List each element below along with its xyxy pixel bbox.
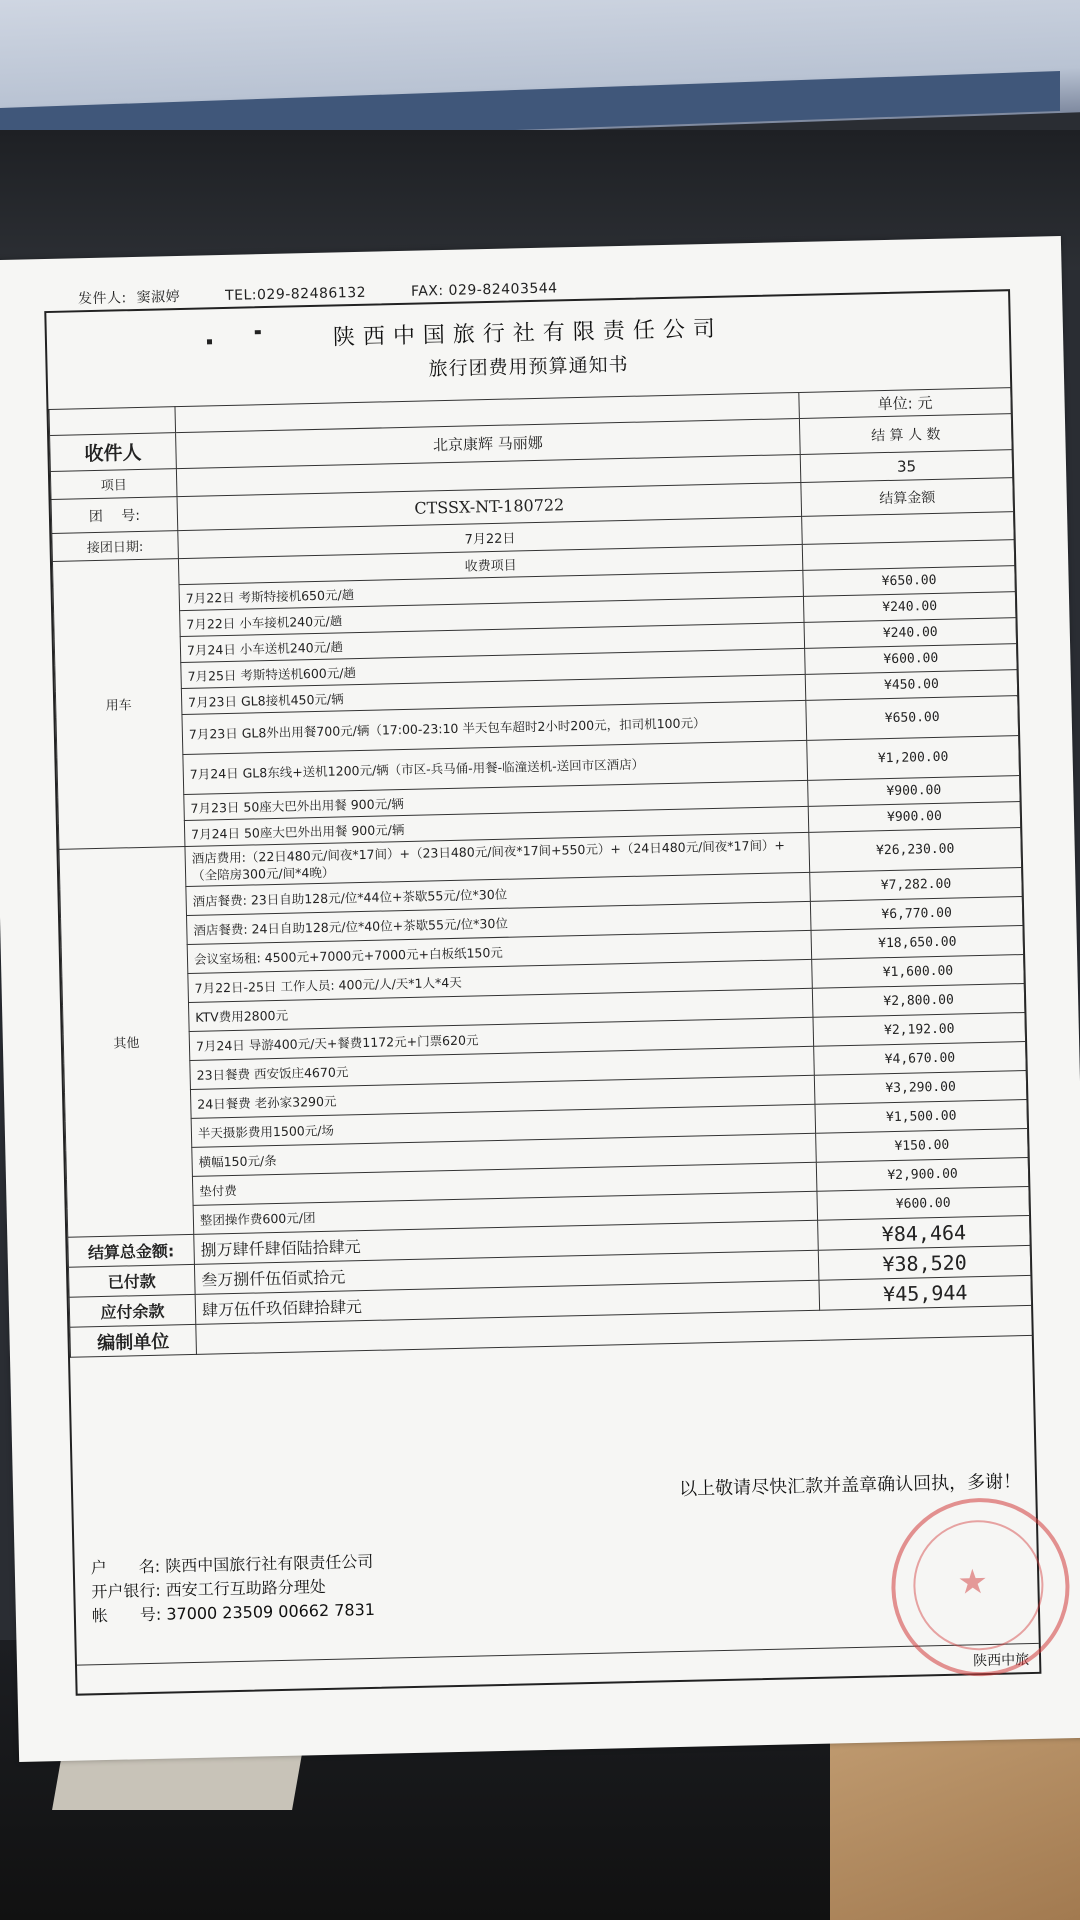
fee-item-desc: 7月22日 考斯特接机650元/趟 (179, 570, 803, 610)
budget-notice-paper (0, 236, 1080, 1762)
sender-tel: TEL:029-82486132 (224, 284, 367, 304)
seal-star-icon: ★ (956, 1561, 989, 1603)
fee-item-amount: ¥900.00 (808, 776, 1021, 807)
date-value: 7月22日 (178, 516, 802, 558)
fee-item-amount: ¥600.00 (817, 1186, 1030, 1220)
due-words: 肆万伍仟玖佰肆拾肆元 (195, 1280, 820, 1324)
paid-words: 叁万捌仟伍佰贰拾元 (194, 1250, 819, 1294)
headcount-value: 35 (800, 450, 1013, 483)
fee-item-desc: 酒店费用:（22日480元/间夜*17间）+（23日480元/间夜*17间+550元）+（24日480元/间夜*17间）+（全陪房300元/间*4晚） (185, 832, 810, 886)
fee-item-desc: 酒店餐费: 24日自助128元/位*40位+茶歇55元/位*30位 (187, 901, 811, 944)
sender-fax: FAX: 029-82403544 (410, 280, 558, 300)
account-info (91, 1550, 376, 1628)
other-section-label: 其他 (59, 847, 194, 1238)
account-number: 帐 号: 37000 23509 00662 7831 (91, 1599, 376, 1626)
account-bank: 开户银行: 西安工行互助路分理处 (91, 1577, 326, 1602)
fee-item-amount: ¥150.00 (816, 1128, 1029, 1162)
fee-item-amount: ¥650.00 (803, 566, 1016, 597)
recipient-label: 收件人 (50, 433, 177, 472)
total-words: 捌万肆仟肆佰陆拾肆元 (194, 1220, 819, 1264)
fee-item-desc: 7月22日-25日 工作人员: 400元/人/天*1人*4天 (188, 959, 812, 1002)
paid-amount: ¥38,520 (818, 1245, 1031, 1280)
fee-item-desc: 7月24日 50座大巴外出用餐 900元/辆 (184, 806, 808, 846)
due-amount: ¥45,944 (819, 1275, 1032, 1310)
fee-item-amount: ¥2,800.00 (812, 984, 1025, 1018)
fee-header: 收费项目 (178, 544, 802, 584)
fee-item-desc: 7月24日 导游400元/天+餐费1172元+门票620元 (189, 1017, 813, 1060)
fee-item-desc: 24日餐费 老孙家3290元 (190, 1075, 814, 1118)
fee-item-amount: ¥1,200.00 (807, 736, 1020, 781)
footer-org-name: 陕西中旅 (972, 1652, 1030, 1670)
unit-label: 单位: 元 (799, 388, 1012, 419)
account-name: 户 名: 陕西中国旅行社有限责任公司 (90, 1551, 374, 1578)
footer-divider (77, 1643, 1039, 1666)
fee-item-desc: 7月24日 GL8东线+送机1200元/辆（市区-兵马俑-用餐-临潼送机-送回市区酒店） (183, 740, 808, 794)
fee-item-amount: ¥2,900.00 (816, 1157, 1029, 1191)
fee-item-amount: ¥240.00 (803, 592, 1016, 623)
remit-note: 以上敬请尽快汇款并盖章确认回执，多谢！ (678, 1471, 1022, 1500)
item-label: 项目 (50, 469, 177, 500)
org-label: 编制单位 (70, 1324, 197, 1357)
fee-item-desc: KTV费用2800元 (188, 988, 812, 1031)
fee-item-amount: ¥2,192.00 (813, 1013, 1026, 1047)
fee-item-desc: 7月23日 GL8外出用餐700元/辆（17:00-23:10 半天包车超时2小时200元，扣司机100元） (182, 700, 807, 754)
fee-item-amount: ¥1,500.00 (815, 1099, 1028, 1133)
total-label: 结算总金额: (68, 1234, 195, 1267)
fee-item-amount: ¥240.00 (804, 618, 1017, 649)
fee-item-amount: ¥600.00 (805, 644, 1018, 675)
fee-item-amount: ¥900.00 (808, 802, 1021, 833)
headcount-label: 结 算 人 数 (799, 414, 1012, 455)
fee-item-amount: ¥26,230.00 (809, 828, 1022, 873)
group-no-value: CTSSX-NT-180722 (177, 482, 802, 530)
fee-item-desc: 7月22日 小车接机240元/趟 (180, 596, 804, 636)
vehicle-section-label: 用车 (52, 559, 185, 850)
fee-item-desc: 7月24日 小车送机240元/趟 (180, 622, 804, 662)
fee-item-desc: 垫付费 (192, 1162, 816, 1205)
fee-item-amount: ¥1,600.00 (812, 955, 1025, 989)
notice-form (44, 289, 1041, 1696)
fee-item-amount: ¥7,282.00 (810, 868, 1023, 902)
paid-label: 已付款 (68, 1264, 195, 1297)
fee-item-desc: 7月25日 考斯特送机600元/趟 (181, 648, 805, 688)
fee-table (48, 387, 1032, 1358)
fee-item-desc: 7月23日 GL8接机450元/辆 (181, 674, 805, 714)
fee-item-desc: 半天摄影费用1500元/场 (191, 1104, 815, 1147)
fee-item-desc: 7月23日 50座大巴外出用餐 900元/辆 (184, 780, 808, 820)
fee-item-amount: ¥18,650.00 (811, 926, 1024, 960)
sender-name: 窦淑婷 (136, 288, 181, 306)
due-label: 应付余款 (69, 1294, 196, 1327)
fee-item-desc: 23日餐费 西安饭庄4670元 (190, 1046, 814, 1089)
group-no-label: 团 号: (51, 497, 178, 534)
fee-item-desc: 会议室场租: 4500元+7000元+7000元+白板纸150元 (187, 930, 811, 973)
fee-item-amount: ¥6,770.00 (810, 897, 1023, 931)
document-title: 旅行团费用预算通知书 (428, 353, 629, 381)
fee-item-amount: ¥450.00 (805, 670, 1018, 701)
total-amount: ¥84,464 (818, 1215, 1031, 1250)
company-name: 陕西中国旅行社有限责任公司 (332, 316, 724, 351)
fee-item-desc: 酒店餐费: 23日自助128元/位*44位+茶歇55元/位*30位 (186, 872, 810, 915)
date-label: 接团日期: (52, 531, 179, 562)
sender-label: 发件人: (77, 290, 127, 308)
fee-item-desc: 整团操作费600元/团 (193, 1191, 817, 1234)
fee-item-amount: ¥4,670.00 (814, 1041, 1027, 1075)
fee-item-amount: ¥3,290.00 (814, 1070, 1027, 1104)
recipient-value: 北京康辉 马丽娜 (176, 418, 801, 468)
amount-label: 结算金额 (801, 478, 1014, 517)
fee-item-desc: 横幅150元/条 (192, 1133, 816, 1176)
fee-item-amount: ¥650.00 (806, 696, 1019, 741)
